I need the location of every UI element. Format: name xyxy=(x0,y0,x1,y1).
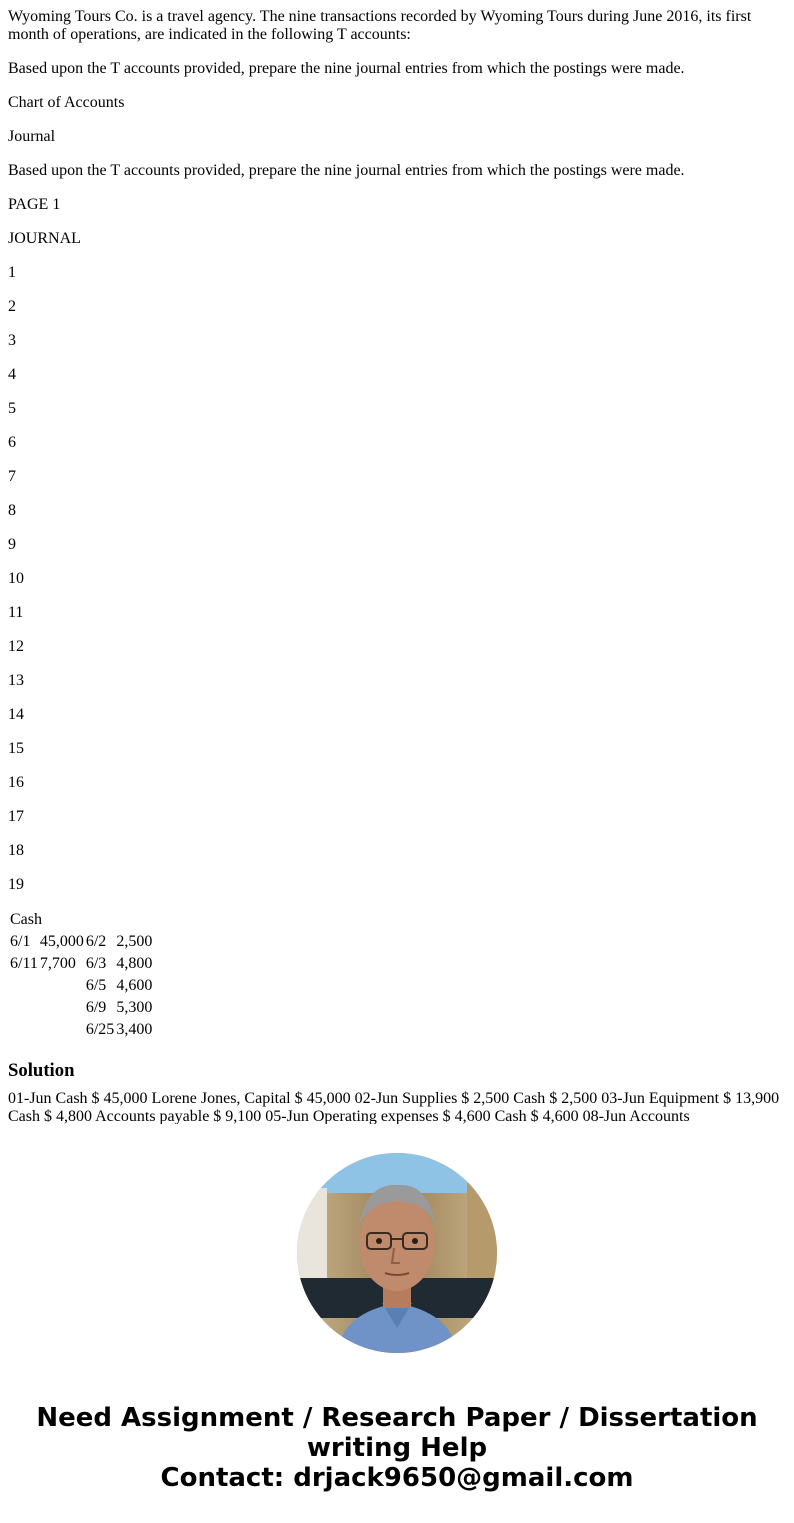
journal-line-number: 8 xyxy=(8,502,16,519)
journal-line-number: 10 xyxy=(8,570,24,587)
debit-date xyxy=(10,976,38,996)
credit-amount: 3,400 xyxy=(116,1021,153,1038)
journal-line-number: 18 xyxy=(8,842,24,859)
journal-line-number: 5 xyxy=(8,400,16,417)
journal-line-number: 14 xyxy=(8,706,24,723)
credit-amount: 4,800 xyxy=(116,955,153,972)
instruction-paragraph-repeat: Based upon the T accounts provided, prepare the nine journal entries from which the postings were made. xyxy=(8,162,685,179)
debit-amount xyxy=(40,998,84,1018)
debit-amount: 7,700 xyxy=(39,955,76,972)
banner-line-2: writing Help xyxy=(306,1433,488,1463)
t-account-title-row xyxy=(10,910,152,930)
journal-line-number: 13 xyxy=(8,672,24,689)
page-label: PAGE 1 xyxy=(8,196,61,213)
contact-banner xyxy=(0,1403,794,1493)
debit-date xyxy=(10,998,38,1018)
banner-contact-line[interactable]: Contact: drjack9650@gmail.com xyxy=(160,1463,634,1493)
author-avatar xyxy=(297,1153,497,1353)
table-row xyxy=(10,976,152,996)
credit-date: 6/5 xyxy=(85,977,107,994)
solution-text: 01-Jun Cash $ 45,000 Lorene Jones, Capital $ 45,000 02-Jun Supplies $ 2,500 Cash $ 2,500 03-Jun Equipment $ 13,900 Cash $ 4,800 Accounts payable $ 9,100 05-Jun Operating expenses $ 4,600 Cash $ 4,600 08-Jun Accounts xyxy=(8,1090,780,1124)
credit-date: 6/2 xyxy=(85,933,107,950)
journal-line-number: 2 xyxy=(8,298,16,315)
table-row xyxy=(10,998,152,1018)
journal-line-number: 3 xyxy=(8,332,16,349)
credit-amount: 5,300 xyxy=(116,999,153,1016)
journal-line-number: 19 xyxy=(8,876,24,893)
journal-line-number: 4 xyxy=(8,366,16,383)
journal-line-number: 6 xyxy=(8,434,16,451)
instruction-paragraph: Based upon the T accounts provided, prepare the nine journal entries from which the postings were made. xyxy=(8,60,685,77)
debit-date xyxy=(10,1020,38,1040)
intro-paragraph: Wyoming Tours Co. is a travel agency. The nine transactions recorded by Wyoming Tours during June 2016, its first month of operations, are indicated in the following T accounts: xyxy=(8,8,752,43)
table-row xyxy=(10,932,152,952)
journal-line-number: 7 xyxy=(8,468,16,485)
journal-line-number: 16 xyxy=(8,774,24,791)
credit-date: 6/3 xyxy=(85,955,107,972)
credit-date: 6/25 xyxy=(85,1021,115,1038)
journal-line-number: 15 xyxy=(8,740,24,757)
cash-t-account xyxy=(8,908,154,1042)
chart-of-accounts-label: Chart of Accounts xyxy=(8,94,125,111)
table-row xyxy=(10,954,152,974)
journal-line-number: 11 xyxy=(8,604,24,621)
journal-line-number: 12 xyxy=(8,638,24,655)
credit-amount: 4,600 xyxy=(116,977,153,994)
debit-amount xyxy=(40,1020,84,1040)
journal-line-number: 1 xyxy=(8,264,16,281)
journal-line-list xyxy=(8,264,786,894)
debit-amount xyxy=(40,976,84,996)
journal-heading: JOURNAL xyxy=(8,230,81,247)
table-row xyxy=(10,1020,152,1040)
journal-line-number: 9 xyxy=(8,536,16,553)
journal-line-number: 17 xyxy=(8,808,24,825)
solution-heading: Solution xyxy=(8,1060,75,1081)
journal-label: Journal xyxy=(8,128,56,145)
credit-amount: 2,500 xyxy=(116,933,153,950)
credit-date: 6/9 xyxy=(85,999,107,1016)
debit-date: 6/11 xyxy=(10,955,38,972)
debit-amount: 45,000 xyxy=(39,933,84,950)
author-photo-illustration xyxy=(297,1153,497,1353)
banner-line-1: Need Assignment / Research Paper / Dissertation xyxy=(36,1403,758,1433)
debit-date: 6/1 xyxy=(10,933,31,950)
t-account-title: Cash xyxy=(10,911,42,928)
